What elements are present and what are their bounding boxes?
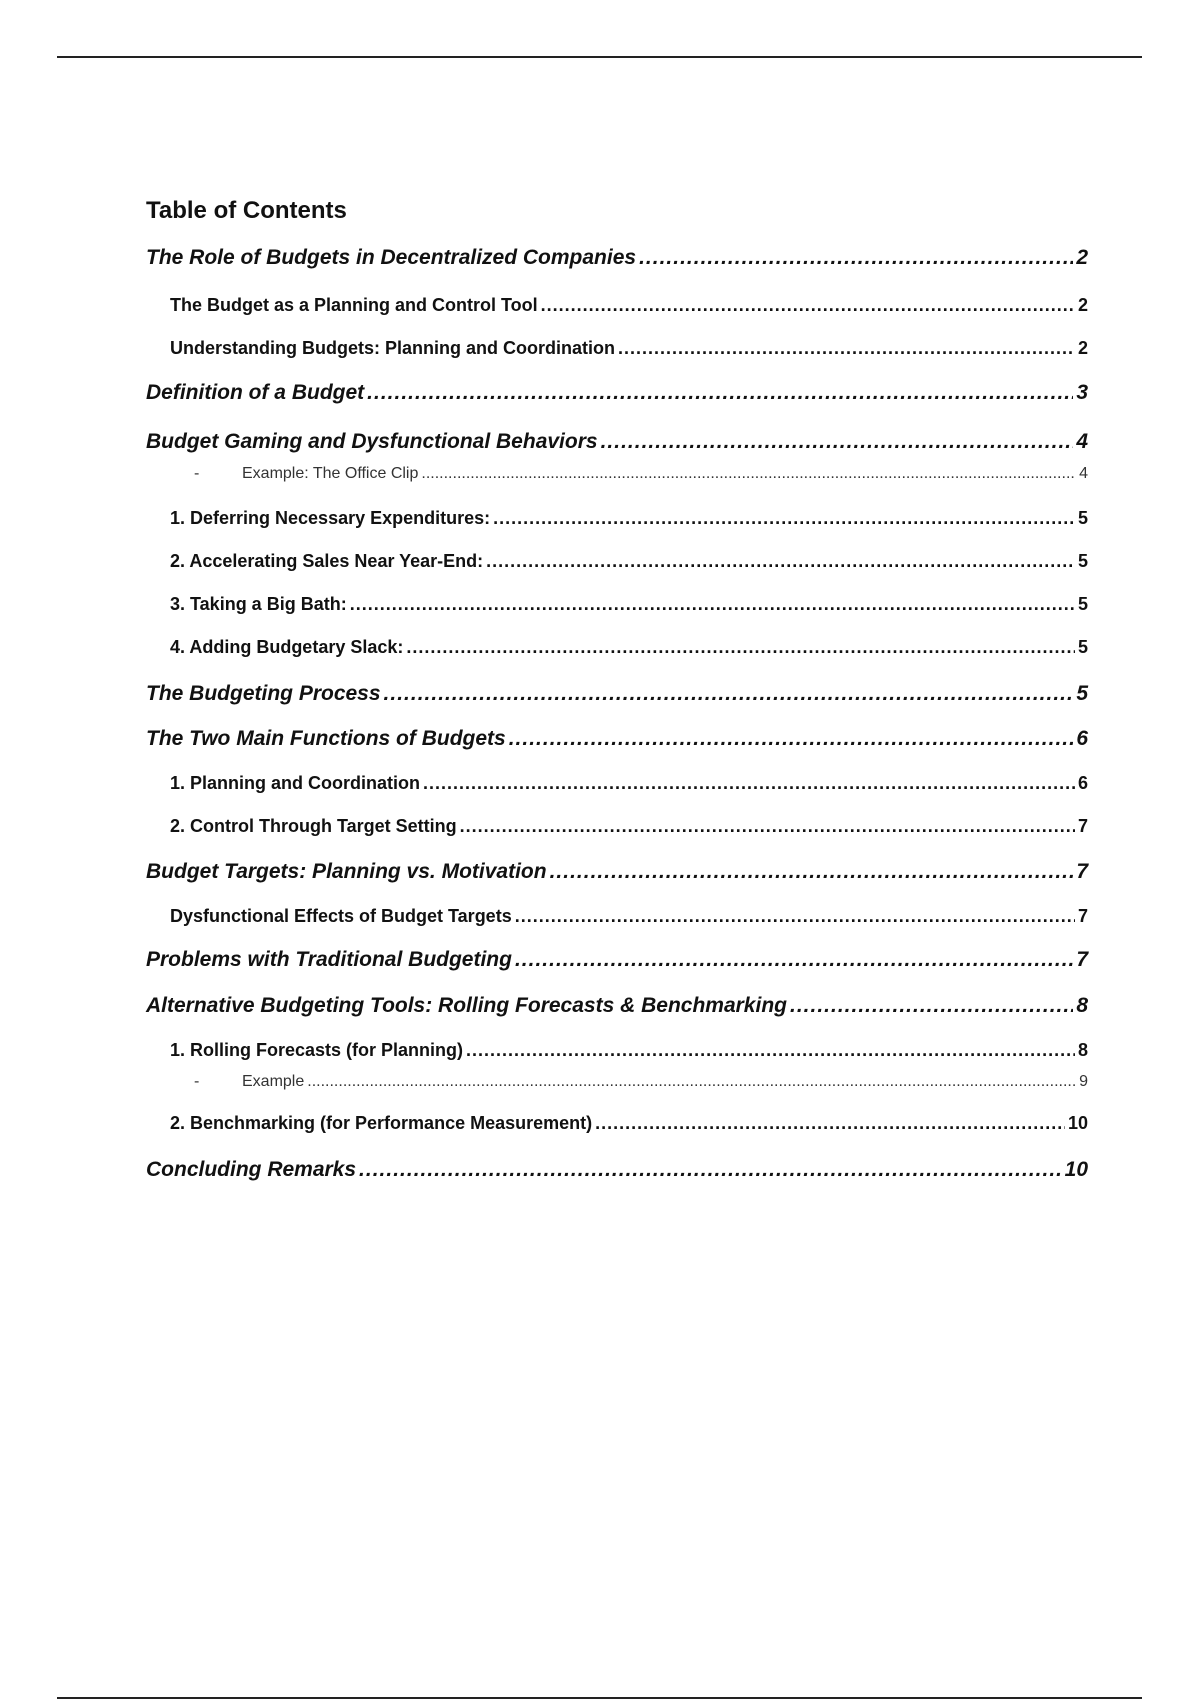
toc-entry-subitem[interactable] bbox=[194, 1070, 1088, 1094]
toc-entry-label: Dysfunctional Effects of Budget Targets bbox=[170, 906, 512, 926]
toc-dot-leader bbox=[595, 1109, 1065, 1137]
toc-entry-label: Alternative Budgeting Tools: Rolling Forecasts & Benchmarking bbox=[146, 994, 787, 1017]
toc-entry-label: 1. Rolling Forecasts (for Planning) bbox=[170, 1040, 464, 1060]
toc-dot-leader bbox=[493, 504, 1075, 532]
toc-entry-heading[interactable] bbox=[146, 378, 1088, 408]
toc-entry-page-number: 6 bbox=[1076, 727, 1088, 750]
toc-title: Table of Contents bbox=[146, 197, 347, 224]
toc-entry-page-number: 2 bbox=[1077, 295, 1088, 315]
toc-entry-heading[interactable] bbox=[146, 991, 1088, 1021]
toc-dot-leader bbox=[550, 857, 1074, 887]
toc-entry-subheading[interactable] bbox=[170, 590, 1088, 618]
toc-entry-subheading[interactable] bbox=[170, 769, 1088, 797]
toc-entry-page-number: 9 bbox=[1079, 1073, 1088, 1090]
toc-dot-leader bbox=[350, 590, 1075, 618]
toc-entry-page-number: 8 bbox=[1076, 994, 1088, 1017]
toc-dot-leader bbox=[421, 462, 1076, 486]
toc-entry-subitem[interactable] bbox=[194, 462, 1088, 486]
toc-entry-page-number: 7 bbox=[1077, 816, 1088, 836]
toc-dot-leader bbox=[509, 724, 1074, 754]
toc-dot-leader bbox=[515, 945, 1073, 975]
toc-entry-bullet: - bbox=[194, 465, 200, 482]
toc-dot-leader bbox=[384, 679, 1074, 709]
toc-entry-label: 1. Deferring Necessary Expenditures: bbox=[170, 508, 491, 528]
toc-entry-heading[interactable] bbox=[146, 945, 1088, 975]
toc-dot-leader bbox=[639, 243, 1073, 273]
toc-entry-page-number: 8 bbox=[1077, 1040, 1088, 1060]
toc-entry-subheading[interactable] bbox=[170, 902, 1088, 930]
toc-entry-page-number: 4 bbox=[1079, 465, 1088, 482]
toc-dot-leader bbox=[359, 1155, 1062, 1185]
toc-entry-heading[interactable] bbox=[146, 243, 1088, 273]
toc-entry-page-number: 6 bbox=[1077, 773, 1088, 793]
toc-entry-label: 2. Accelerating Sales Near Year-End: bbox=[170, 551, 484, 571]
toc-entry-page-number: 7 bbox=[1076, 948, 1088, 971]
toc-entry-page-number: 7 bbox=[1076, 860, 1088, 883]
toc-dot-leader bbox=[367, 378, 1073, 408]
toc-entry-page-number: 5 bbox=[1077, 551, 1088, 571]
toc-entry-subheading[interactable] bbox=[170, 633, 1088, 661]
toc-entry-label: Understanding Budgets: Planning and Coordination bbox=[170, 338, 615, 358]
toc-entry-heading[interactable] bbox=[146, 857, 1088, 887]
toc-dot-leader bbox=[466, 1036, 1075, 1064]
toc-entry-page-number: 10 bbox=[1064, 1158, 1088, 1181]
toc-entry-page-number: 5 bbox=[1077, 637, 1088, 657]
toc-entry-label: Budget Targets: Planning vs. Motivation bbox=[146, 860, 547, 883]
toc-entry-heading[interactable] bbox=[146, 1155, 1088, 1185]
toc-entry-label: 2. Control Through Target Setting bbox=[170, 816, 457, 836]
toc-dot-leader bbox=[541, 291, 1075, 319]
toc-entry-subheading[interactable] bbox=[170, 291, 1088, 319]
toc-entry-heading[interactable] bbox=[146, 679, 1088, 709]
toc-entry-subheading[interactable] bbox=[170, 504, 1088, 532]
toc-entry-label: The Role of Budgets in Decentralized Companies bbox=[146, 246, 637, 269]
toc-entry-label: 4. Adding Budgetary Slack: bbox=[170, 637, 404, 657]
toc-dot-leader bbox=[486, 547, 1075, 575]
toc-entry-label: The Two Main Functions of Budgets bbox=[146, 727, 506, 750]
toc-entry-bullet: - bbox=[194, 1073, 200, 1090]
toc-dot-leader bbox=[460, 812, 1075, 840]
toc-entry-label: 2. Benchmarking (for Performance Measurement) bbox=[170, 1113, 593, 1133]
footer-rule bbox=[57, 1697, 1142, 1699]
toc-entry-label: The Budget as a Planning and Control Tool bbox=[170, 295, 538, 315]
toc-entry-page-number: 5 bbox=[1077, 508, 1088, 528]
toc-dot-leader bbox=[601, 427, 1074, 457]
toc-entry-label: Budget Gaming and Dysfunctional Behaviors bbox=[146, 430, 598, 453]
toc-entry-label: Concluding Remarks bbox=[146, 1158, 357, 1181]
toc-entry-label: 3. Taking a Big Bath: bbox=[170, 594, 347, 614]
toc-dot-leader bbox=[423, 769, 1075, 797]
toc-entry-subheading[interactable] bbox=[170, 334, 1088, 362]
toc-entry-page-number: 7 bbox=[1077, 906, 1088, 926]
toc-entry-page-number: 3 bbox=[1076, 381, 1088, 404]
toc-entry-heading[interactable] bbox=[146, 724, 1088, 754]
toc-dot-leader bbox=[406, 633, 1075, 661]
toc-entry-label: 1. Planning and Coordination bbox=[170, 773, 420, 793]
toc-dot-leader bbox=[515, 902, 1075, 930]
toc-entry-page-number: 4 bbox=[1076, 430, 1088, 453]
toc-entry-label: The Budgeting Process bbox=[146, 682, 381, 705]
toc-entry-subheading[interactable] bbox=[170, 547, 1088, 575]
toc-entry-page-number: 10 bbox=[1067, 1113, 1088, 1133]
toc-entry-page-number: 2 bbox=[1077, 338, 1088, 358]
toc-entry-subheading[interactable] bbox=[170, 812, 1088, 840]
toc-dot-leader bbox=[307, 1070, 1076, 1094]
toc-entry-page-number: 2 bbox=[1076, 246, 1088, 269]
toc-entry-label: Example: The Office Clip bbox=[242, 465, 419, 482]
toc-entry-label: Problems with Traditional Budgeting bbox=[146, 948, 512, 971]
toc-entry-page-number: 5 bbox=[1076, 682, 1088, 705]
toc-entry-subheading[interactable] bbox=[170, 1036, 1088, 1064]
toc-entry-label: Example bbox=[242, 1073, 305, 1090]
toc-entry-heading[interactable] bbox=[146, 427, 1088, 457]
toc-entry-subheading[interactable] bbox=[170, 1109, 1088, 1137]
toc-entry-page-number: 5 bbox=[1077, 594, 1088, 614]
toc-entry-label: Definition of a Budget bbox=[146, 381, 365, 404]
toc-dot-leader bbox=[618, 334, 1075, 362]
toc-dot-leader bbox=[790, 991, 1073, 1021]
